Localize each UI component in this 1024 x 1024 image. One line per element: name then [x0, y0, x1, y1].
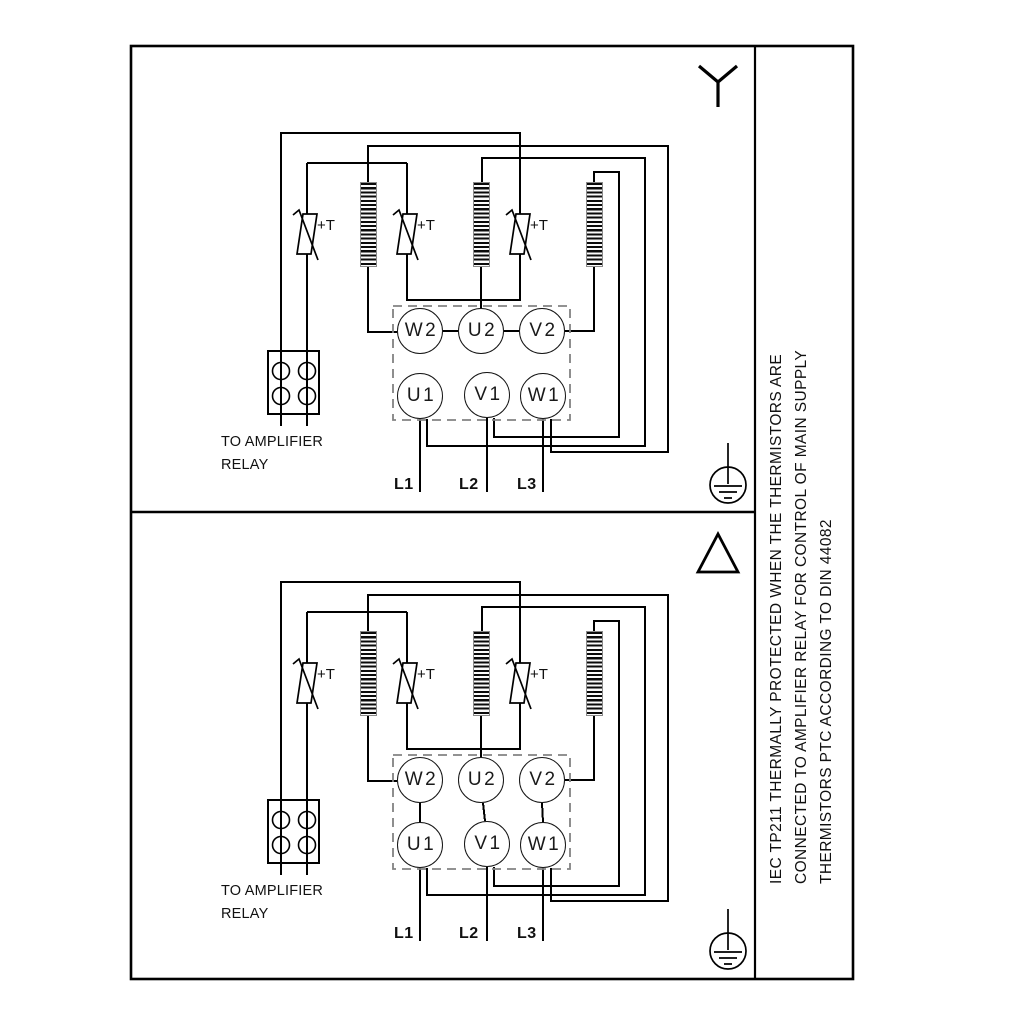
supply-label-l2: L2 — [459, 476, 479, 493]
supply-label-l3: L3 — [517, 476, 537, 493]
terminal-v1: V1 — [464, 821, 510, 867]
winding-coil — [360, 631, 377, 716]
earth-icon — [710, 909, 746, 969]
amplifier-relay-label-line1: TO AMPLIFIER — [221, 883, 324, 899]
thermistor-label: +T — [530, 666, 548, 683]
supply-label-l1: L1 — [394, 476, 414, 493]
terminal-w2: W2 — [397, 308, 443, 354]
star-relay-contacts — [273, 363, 316, 405]
supply-label-l3: L3 — [517, 925, 537, 942]
thermistor-label: +T — [317, 217, 335, 234]
terminal-w2: W2 — [397, 757, 443, 803]
winding-coil — [473, 182, 490, 267]
terminal-u2: U2 — [458, 308, 504, 354]
supply-label-l1: L1 — [394, 925, 414, 942]
supply-label-l2: L2 — [459, 925, 479, 942]
thermistor-label: +T — [317, 666, 335, 683]
star-connection-icon — [699, 66, 737, 107]
amplifier-relay-label-line1: TO AMPLIFIER — [221, 434, 324, 450]
terminal-v2: V2 — [519, 757, 565, 803]
thermistor-label: +T — [417, 666, 435, 683]
winding-coil — [360, 182, 377, 267]
delta-connection-icon — [698, 534, 738, 572]
terminal-u1: U1 — [397, 822, 443, 868]
terminal-v1: V1 — [464, 372, 510, 418]
thermistor-label: +T — [530, 217, 548, 234]
terminal-v2: V2 — [519, 308, 565, 354]
terminal-u1: U1 — [397, 373, 443, 419]
winding-coil — [473, 631, 490, 716]
winding-coil — [586, 182, 603, 267]
note-line-2: CONNECTED TO AMPLIFIER RELAY FOR CONTROL OF MAIN SUPPLY — [793, 349, 810, 884]
amplifier-relay-label-line2: RELAY — [221, 906, 269, 922]
winding-coil — [586, 631, 603, 716]
thermistor-label: +T — [417, 217, 435, 234]
amplifier-relay-label-line2: RELAY — [221, 457, 269, 473]
terminal-u2: U2 — [458, 757, 504, 803]
terminal-w1: W1 — [520, 373, 566, 419]
note-line-1: IEC TP211 THERMALLY PROTECTED WHEN THE THERMISTORS ARE — [768, 353, 785, 884]
earth-icon — [710, 443, 746, 503]
terminal-w1: W1 — [520, 822, 566, 868]
delta-relay-contacts — [273, 812, 316, 854]
note-line-3: THERMISTORS PTC ACCORDING TO DIN 44082 — [818, 519, 835, 884]
